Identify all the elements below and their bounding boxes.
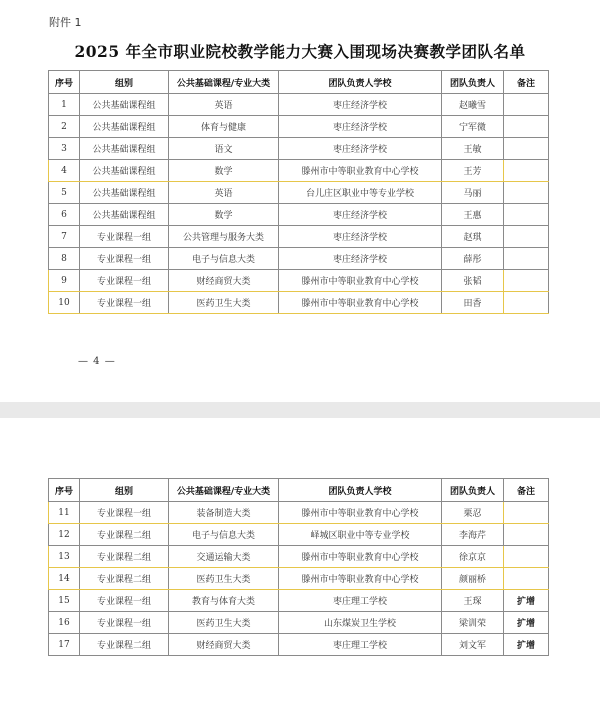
header-school: 团队负责人学校 (279, 479, 442, 502)
cell-number: 14 (49, 568, 80, 590)
header-category: 公共基础课程/专业大类 (169, 71, 279, 94)
cell-school: 山东煤炭卫生学校 (279, 612, 442, 634)
header-number: 序号 (49, 71, 80, 94)
table-row (49, 226, 549, 248)
cell-group: 专业课程二组 (80, 568, 169, 590)
header-note: 备注 (504, 479, 549, 502)
table-row-highlighted (49, 292, 549, 314)
cell-leader: 赵曦雪 (442, 94, 504, 116)
cell-number: 2 (49, 116, 80, 138)
cell-leader: 王琛 (442, 590, 504, 612)
cell-group: 专业课程二组 (80, 546, 169, 568)
cell-number: 12 (49, 524, 80, 546)
cell-school: 枣庄经济学校 (279, 248, 442, 270)
cell-number: 3 (49, 138, 80, 160)
cell-leader: 王敏 (442, 138, 504, 160)
cell-note (504, 94, 549, 116)
cell-category: 数学 (169, 160, 279, 182)
page-number: — 4 — (78, 356, 116, 367)
cell-number: 5 (49, 182, 80, 204)
table-header-row (49, 479, 549, 502)
cell-school: 滕州市中等职业教育中心学校 (279, 292, 442, 314)
table-row (49, 634, 549, 656)
cell-category: 医药卫生大类 (169, 568, 279, 590)
table-row (49, 612, 549, 634)
cell-school: 滕州市中等职业教育中心学校 (279, 546, 442, 568)
cell-number: 17 (49, 634, 80, 656)
cell-note (504, 502, 549, 524)
table-row (49, 204, 549, 226)
table-row-highlighted (49, 160, 549, 182)
cell-number: 4 (49, 160, 80, 182)
cell-category: 英语 (169, 94, 279, 116)
cell-note (504, 226, 549, 248)
cell-note (504, 248, 549, 270)
header-leader: 团队负责人 (442, 71, 504, 94)
cell-note (504, 182, 549, 204)
header-group: 组别 (80, 479, 169, 502)
cell-group: 专业课程一组 (80, 248, 169, 270)
cell-note (504, 546, 549, 568)
cell-category: 交通运输大类 (169, 546, 279, 568)
table-row (49, 524, 549, 546)
cell-group: 公共基础课程组 (80, 204, 169, 226)
cell-leader: 栗忍 (442, 502, 504, 524)
cell-category: 装备制造大类 (169, 502, 279, 524)
cell-school: 滕州市中等职业教育中心学校 (279, 160, 442, 182)
page-title: 2025 年全市职业院校教学能力大赛入围现场决赛教学团队名单 (74, 42, 526, 61)
cell-leader: 徐京京 (442, 546, 504, 568)
cell-group: 专业课程一组 (80, 270, 169, 292)
header-group: 组别 (80, 71, 169, 94)
header-category: 公共基础课程/专业大类 (169, 479, 279, 502)
cell-note: 扩增 (504, 634, 549, 656)
page-separator (0, 402, 600, 418)
cell-note (504, 204, 549, 226)
cell-leader: 马丽 (442, 182, 504, 204)
cell-school: 枣庄经济学校 (279, 94, 442, 116)
cell-leader: 刘文军 (442, 634, 504, 656)
table-row (49, 94, 549, 116)
cell-group: 专业课程一组 (80, 502, 169, 524)
cell-note (504, 138, 549, 160)
cell-number: 8 (49, 248, 80, 270)
cell-school: 枣庄经济学校 (279, 138, 442, 160)
table-row (49, 182, 549, 204)
cell-group: 公共基础课程组 (80, 138, 169, 160)
cell-school: 枣庄经济学校 (279, 116, 442, 138)
cell-number: 9 (49, 270, 80, 292)
table-row-highlighted (49, 270, 549, 292)
cell-leader: 田香 (442, 292, 504, 314)
header-note: 备注 (504, 71, 549, 94)
cell-category: 教育与体育大类 (169, 590, 279, 612)
cell-note (504, 270, 549, 292)
cell-group: 专业课程二组 (80, 524, 169, 546)
cell-group: 公共基础课程组 (80, 94, 169, 116)
cell-leader: 梁训荣 (442, 612, 504, 634)
cell-category: 电子与信息大类 (169, 248, 279, 270)
cell-group: 专业课程一组 (80, 612, 169, 634)
table-row (49, 116, 549, 138)
cell-note (504, 116, 549, 138)
cell-school: 滕州市中等职业教育中心学校 (279, 270, 442, 292)
table-row-highlighted (49, 502, 549, 524)
cell-leader: 王芳 (442, 160, 504, 182)
cell-group: 公共基础课程组 (80, 182, 169, 204)
cell-leader: 李海芹 (442, 524, 504, 546)
cell-category: 财经商贸大类 (169, 270, 279, 292)
cell-school: 滕州市中等职业教育中心学校 (279, 502, 442, 524)
cell-number: 7 (49, 226, 80, 248)
header-school: 团队负责人学校 (279, 71, 442, 94)
attachment-label: 附件 1 (49, 16, 82, 29)
cell-school: 峄城区职业中等专业学校 (279, 524, 442, 546)
cell-leader: 王惠 (442, 204, 504, 226)
cell-group: 专业课程一组 (80, 590, 169, 612)
table-row (49, 590, 549, 612)
table-row (49, 248, 549, 270)
cell-leader: 赵琪 (442, 226, 504, 248)
team-table-page-2 (48, 478, 549, 656)
cell-school: 枣庄理工学校 (279, 634, 442, 656)
cell-category: 语文 (169, 138, 279, 160)
cell-leader: 薛彤 (442, 248, 504, 270)
cell-category: 数学 (169, 204, 279, 226)
cell-category: 医药卫生大类 (169, 612, 279, 634)
cell-note (504, 568, 549, 590)
cell-note (504, 160, 549, 182)
cell-category: 英语 (169, 182, 279, 204)
cell-number: 6 (49, 204, 80, 226)
team-table-page-1 (48, 70, 549, 314)
cell-school: 枣庄理工学校 (279, 590, 442, 612)
cell-school: 滕州市中等职业教育中心学校 (279, 568, 442, 590)
cell-school: 台儿庄区职业中等专业学校 (279, 182, 442, 204)
cell-number: 13 (49, 546, 80, 568)
cell-number: 15 (49, 590, 80, 612)
cell-leader: 宁军微 (442, 116, 504, 138)
cell-leader: 颜丽桥 (442, 568, 504, 590)
cell-category: 财经商贸大类 (169, 634, 279, 656)
table-header-row (49, 71, 549, 94)
cell-group: 专业课程一组 (80, 226, 169, 248)
cell-school: 枣庄经济学校 (279, 226, 442, 248)
cell-leader: 张韬 (442, 270, 504, 292)
header-number: 序号 (49, 479, 80, 502)
cell-number: 10 (49, 292, 80, 314)
cell-note (504, 292, 549, 314)
cell-school: 枣庄经济学校 (279, 204, 442, 226)
cell-note: 扩增 (504, 590, 549, 612)
cell-group: 公共基础课程组 (80, 160, 169, 182)
cell-group: 专业课程一组 (80, 292, 169, 314)
cell-number: 11 (49, 502, 80, 524)
cell-note: 扩增 (504, 612, 549, 634)
table-row (49, 138, 549, 160)
header-leader: 团队负责人 (442, 479, 504, 502)
cell-group: 公共基础课程组 (80, 116, 169, 138)
table-row-highlighted (49, 546, 549, 568)
document-page-2 (0, 418, 600, 718)
cell-category: 医药卫生大类 (169, 292, 279, 314)
table-row-highlighted (49, 568, 549, 590)
cell-category: 体育与健康 (169, 116, 279, 138)
cell-number: 1 (49, 94, 80, 116)
cell-group: 专业课程二组 (80, 634, 169, 656)
cell-category: 公共管理与服务大类 (169, 226, 279, 248)
cell-category: 电子与信息大类 (169, 524, 279, 546)
cell-note (504, 524, 549, 546)
cell-number: 16 (49, 612, 80, 634)
